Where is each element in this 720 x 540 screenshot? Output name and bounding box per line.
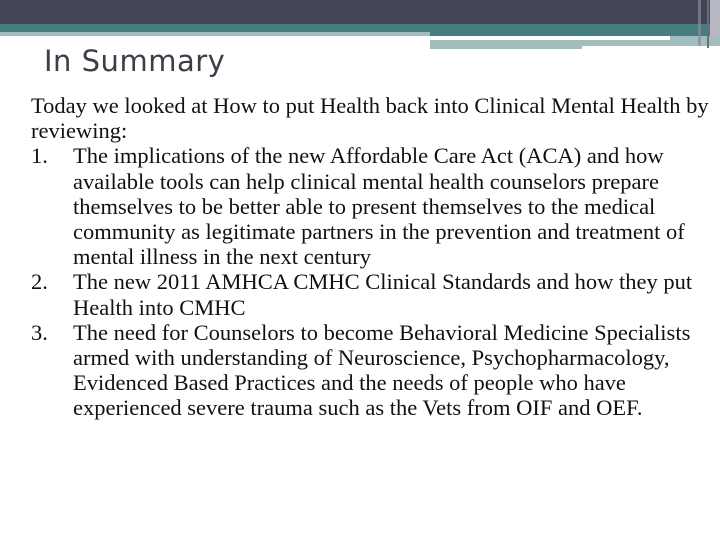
list-item xyxy=(31,269,711,319)
header-vertical-line-2 xyxy=(707,0,709,48)
summary-list xyxy=(31,143,711,420)
list-number: 1. xyxy=(31,143,48,169)
header-light-strip-left xyxy=(0,32,430,36)
slide-body xyxy=(31,93,711,421)
intro-text: Today we looked at How to put Health back into Clinical Mental Health by reviewing: xyxy=(31,93,709,144)
list-item xyxy=(31,143,711,269)
list-number: 3. xyxy=(31,319,48,345)
list-text: The new 2011 AMHCA CMHC Clinical Standards and how they put Health into CMHC xyxy=(73,269,693,320)
header-dark-band xyxy=(0,0,720,24)
header-right-edge xyxy=(710,0,720,36)
list-item xyxy=(31,320,711,421)
header-accent-block xyxy=(670,36,720,46)
header-light-strip-short xyxy=(430,46,582,49)
list-number: 2. xyxy=(31,269,48,295)
slide-title: In Summary xyxy=(44,44,226,78)
list-text: The implications of the new Affordable Care Act (ACA) and how available tools can help clinical mental health counselors prepare themselves to be better able to present themselves to the medical community as legitimate partners in the prevention and treatment of mental illness in the next century xyxy=(73,143,685,270)
header-vertical-line xyxy=(698,0,701,46)
list-text: The need for Counselors to become Behavioral Medicine Specialists armed with understanding of Neuroscience, Psychopharmacology, Evidenced Based Practices and the needs of people who have experienced severe trauma such as the Vets from OIF and OEF. xyxy=(73,319,691,421)
